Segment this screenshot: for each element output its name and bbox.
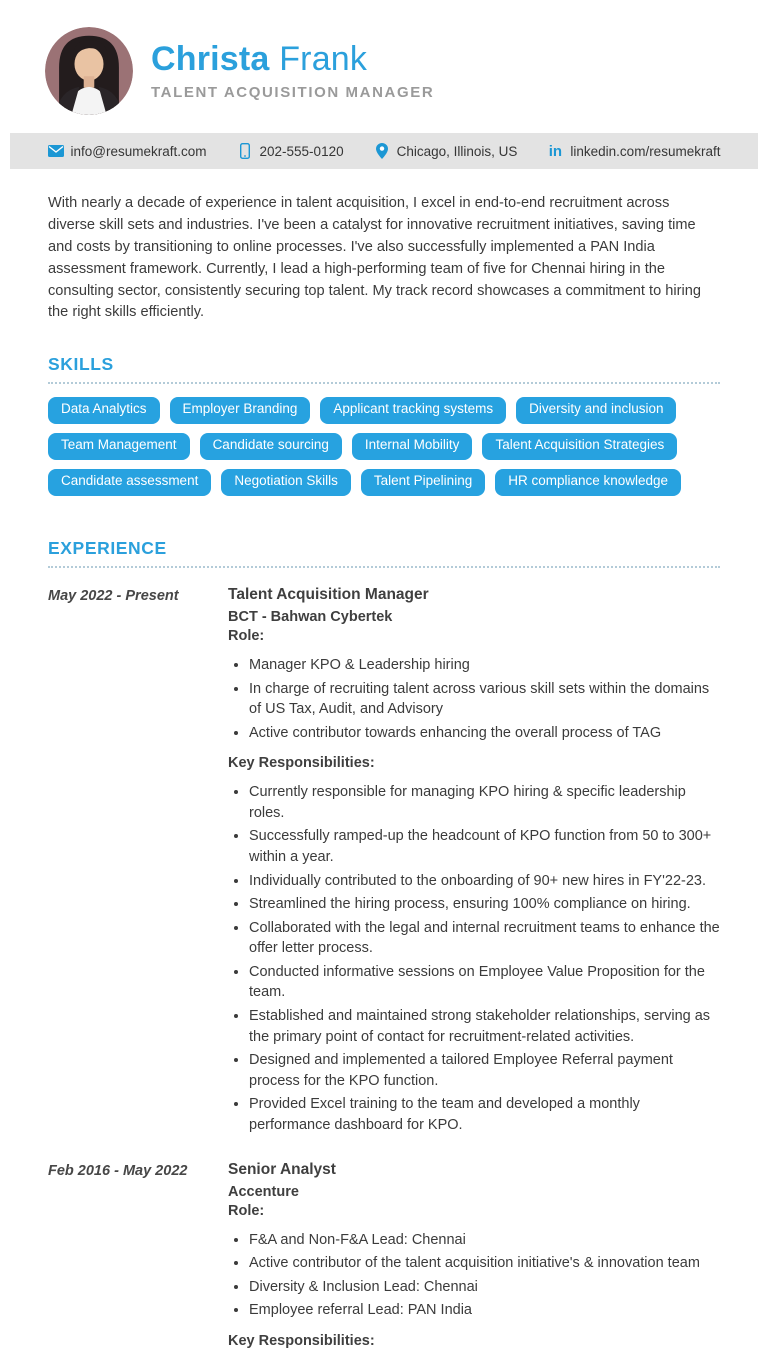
skill-pill: Data Analytics: [48, 397, 160, 424]
contact-location[interactable]: [374, 143, 518, 159]
job-body: [228, 586, 720, 1139]
contact-email[interactable]: [48, 143, 207, 159]
responsibility-item: • Successfully ramped-up the headcount of KPO function from 50 to 300+ within a year.: [249, 826, 720, 867]
header: [0, 0, 768, 133]
responsibilities-label: Key Responsibilities:: [228, 755, 375, 772]
role-item: • In charge of recruiting talent across various skill sets within the domains of US Tax, Audit, and Advisory: [249, 679, 720, 720]
skill-pill: Negotiation Skills: [221, 469, 351, 496]
linkedin-icon: in: [548, 142, 563, 160]
section-heading-experience: EXPERIENCE: [48, 538, 720, 568]
responsibility-item: • Provided Excel training to the team and developed a monthly performance dashboard for KPO.: [249, 1094, 720, 1135]
skill-pill: Talent Pipelining: [361, 469, 485, 496]
avatar: [45, 27, 133, 115]
skill-pill: HR compliance knowledge: [495, 469, 681, 496]
role-label: Role:: [228, 627, 265, 644]
role-item: • Diversity & Inclusion Lead: Chennai: [249, 1277, 720, 1298]
skill-pill: Diversity and inclusion: [516, 397, 676, 424]
responsibility-item: • Established and maintained strong stakeholder relationships, serving as the primary point of contact for recruitment-related activities.: [249, 1006, 720, 1047]
job-position: Senior Analyst: [228, 1160, 336, 1178]
responsibilities-label: Key Responsibilities:: [228, 1332, 375, 1349]
experience-entry: [48, 586, 720, 1139]
role-item: • Manager KPO & Leadership hiring: [249, 655, 720, 676]
avatar-photo-illustration: [45, 27, 133, 115]
responsibility-item: • Streamlined the hiring process, ensuring 100% compliance on hiring.: [249, 894, 720, 915]
contact-location-text: Chicago, Illinois, US: [396, 143, 518, 159]
last-name: Frank: [279, 40, 368, 79]
email-icon: [48, 143, 64, 159]
skill-pill: Team Management: [48, 433, 190, 460]
skill-pill: Candidate sourcing: [200, 433, 342, 460]
skill-pill: Internal Mobility: [352, 433, 473, 460]
role-item: • Employee referral Lead: PAN India: [249, 1300, 720, 1321]
skill-pill: Candidate assessment: [48, 469, 211, 496]
skill-pill: Talent Acquisition Strategies: [482, 433, 677, 460]
role-item: • Active contributor of the talent acquisition initiative's & innovation team: [249, 1253, 720, 1274]
contact-bar: [10, 133, 758, 169]
job-body: [228, 1161, 720, 1349]
responsibility-item: • Individually contributed to the onboarding of 90+ new hires in FY'22-23.: [249, 871, 720, 892]
job-company: BCT - Bahwan Cybertek: [228, 608, 393, 625]
contact-phone[interactable]: [237, 143, 344, 159]
skill-pill: Applicant tracking systems: [320, 397, 506, 424]
first-name: Christa: [151, 40, 270, 79]
role-item: • F&A and Non-F&A Lead: Chennai: [249, 1230, 720, 1251]
contact-email-text: info@resumekraft.com: [70, 143, 207, 159]
contact-linkedin[interactable]: [547, 143, 720, 159]
location-pin-icon: [374, 143, 390, 159]
role-item: • Active contributor towards enhancing the overall process of TAG: [249, 723, 720, 744]
section-heading-skills: SKILLS: [48, 354, 720, 384]
responsibilities-list: [228, 782, 720, 1135]
page-title: [151, 41, 434, 78]
job-title: TALENT ACQUISITION MANAGER: [151, 83, 435, 101]
job-dates: May 2022 - Present: [48, 587, 179, 604]
responsibility-item: • Conducted informative sessions on Employee Value Proposition for the team.: [249, 962, 720, 1003]
role-list: [228, 1230, 720, 1321]
job-company: Accenture: [228, 1183, 299, 1200]
experience-list: [48, 586, 720, 1349]
experience-entry: [48, 1161, 720, 1349]
name-block: [151, 41, 434, 100]
responsibility-item: • Collaborated with the legal and internal recruitment teams to enhance the offer letter process.: [249, 918, 720, 959]
responsibility-item: • Currently responsible for managing KPO hiring & specific leadership roles.: [249, 782, 720, 823]
contact-linkedin-text: linkedin.com/resumekraft: [570, 143, 721, 159]
phone-icon: [237, 143, 253, 159]
responsibility-item: • Designed and implemented a tailored Employee Referral payment process for the KPO function.: [249, 1050, 720, 1091]
summary-text: With nearly a decade of experience in talent acquisition, I excel in end-to-end recruitment across diverse skill sets and industries. I've been a catalyst for innovative recruitment initiatives, saving time and costs by transitioning to online processes. I've also successfully implemented a PAN India assessment framework. Currently, I lead a high-performing team of five for Chennai hiring in the consulting sector, consistently securing top talent. My track record showcases a commitment to hiring the right skills efficiently.: [48, 195, 701, 321]
skill-pill: Employer Branding: [170, 397, 311, 424]
role-list: [228, 655, 720, 743]
job-position: Talent Acquisition Manager: [228, 585, 429, 603]
skills-list: [48, 397, 720, 496]
job-dates: Feb 2016 - May 2022: [48, 1162, 188, 1179]
contact-phone-text: 202-555-0120: [259, 143, 344, 159]
role-label: Role:: [228, 1202, 265, 1219]
